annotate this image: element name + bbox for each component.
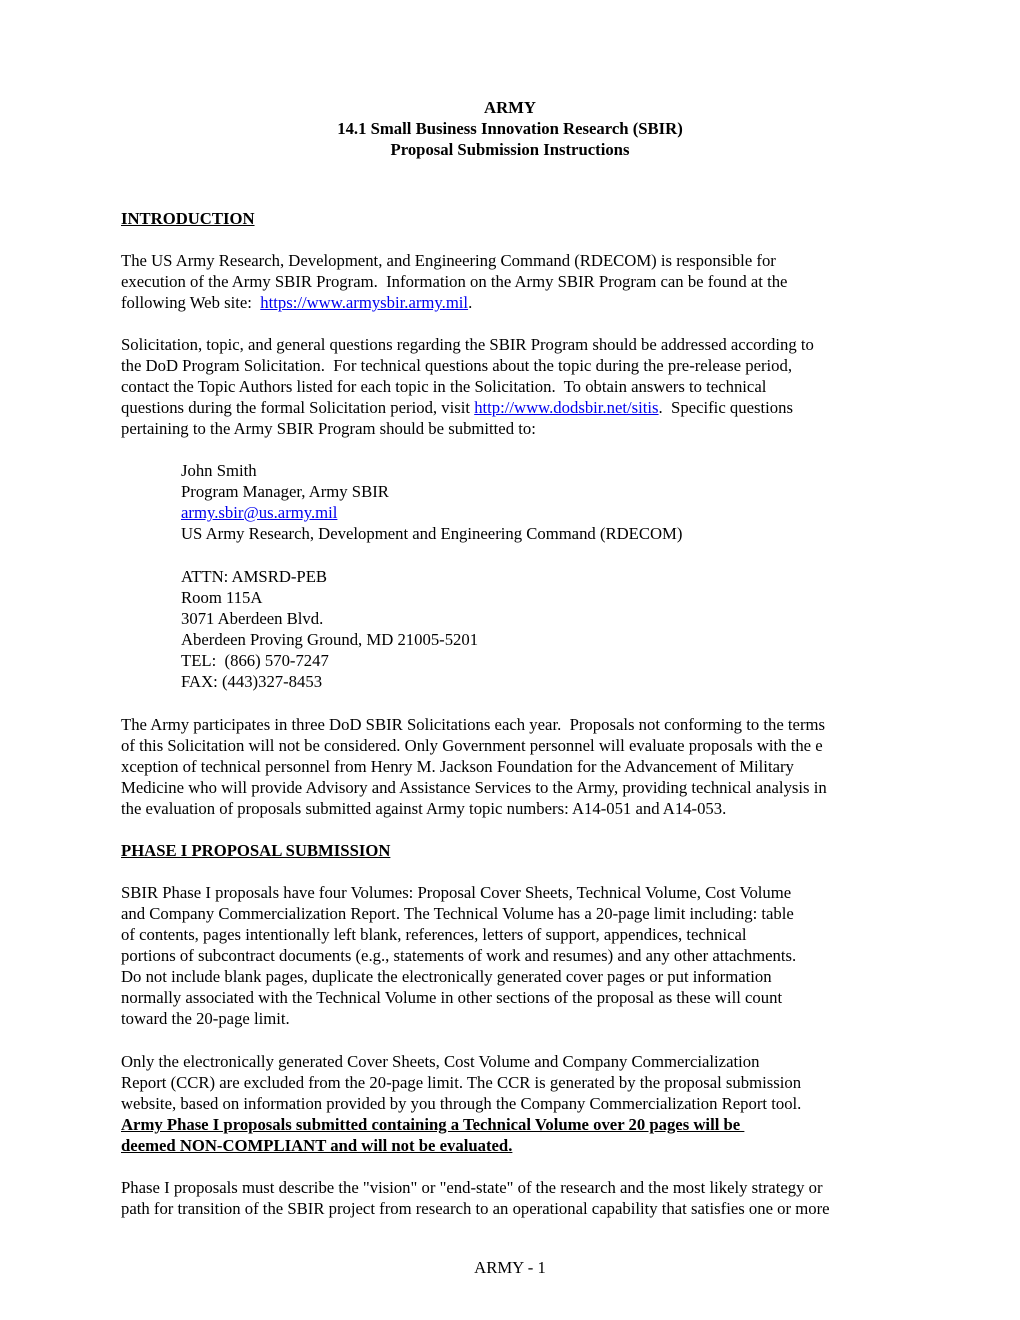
text-line <box>181 523 682 544</box>
emphasized-text: deemed NON-COMPLIANT and will not be evaluated. <box>121 1136 513 1155</box>
text-segment: pertaining to the Army SBIR Program should be submitted to: <box>121 419 536 438</box>
text-line <box>121 924 796 945</box>
title-line: ARMY <box>484 98 536 117</box>
text-line <box>181 502 682 523</box>
text-line <box>121 250 787 271</box>
text-segment: Aberdeen Proving Ground, MD 21005-5201 <box>181 630 479 649</box>
text-line <box>181 481 682 502</box>
paragraph-participation <box>121 714 827 819</box>
text-segment: FAX: (443)327-8453 <box>181 672 323 691</box>
text-segment: . <box>468 293 473 312</box>
hyperlink[interactable]: https://www.armysbir.army.mil <box>260 293 469 312</box>
text-segment: Room 115A <box>181 588 263 607</box>
text-segment: the DoD Program Solicitation. For technical questions about the topic during the pre-release period, <box>121 356 793 375</box>
text-line <box>181 650 478 671</box>
text-segment: toward the 20-page limit. <box>121 1009 290 1028</box>
text-segment: website, based on information provided by you through the Company Commercialization Report tool. <box>121 1094 802 1113</box>
paragraph-intro <box>121 250 787 313</box>
text-segment: following Web site: <box>121 293 261 312</box>
text-segment: of contents, pages intentionally left blank, references, letters of support, appendices, technical <box>121 925 747 944</box>
text-segment: execution of the Army SBIR Program. Information on the Army SBIR Program can be found at the <box>121 272 788 291</box>
text-line <box>181 566 478 587</box>
text-line <box>121 334 814 355</box>
text-segment: and Company Commercialization Report. The Technical Volume has a 20-page limit including: table <box>121 904 794 923</box>
text-segment: xception of technical personnel from Henry M. Jackson Foundation for the Advancement of Military <box>121 757 794 776</box>
text-line <box>121 1177 830 1198</box>
text-line <box>121 903 796 924</box>
text-line <box>121 756 827 777</box>
text-line <box>121 1072 801 1093</box>
text-line <box>121 1051 801 1072</box>
text-line <box>181 629 478 650</box>
text-line <box>181 608 478 629</box>
text-segment: Do not include blank pages, duplicate the electronically generated cover pages or put information <box>121 967 772 986</box>
text-segment: SBIR Phase I proposals have four Volumes: Proposal Cover Sheets, Technical Volume, Cost Volume <box>121 883 792 902</box>
text-line <box>121 945 796 966</box>
text-line <box>121 714 827 735</box>
text-line <box>121 966 796 987</box>
contact-block <box>181 460 682 544</box>
paragraph-questions <box>121 334 814 439</box>
mailing-address-block <box>181 566 478 692</box>
text-segment: ATTN: AMSRD-PEB <box>181 567 328 586</box>
text-line <box>121 1114 801 1135</box>
text-line <box>121 1135 801 1156</box>
text-segment: Program Manager, Army SBIR <box>181 482 389 501</box>
text-line <box>121 1008 796 1029</box>
text-segment: Only the electronically generated Cover Sheets, Cost Volume and Company Commercialization <box>121 1052 760 1071</box>
title-line: Proposal Submission Instructions <box>390 140 630 159</box>
page-footer: ARMY - 1 <box>474 1258 546 1277</box>
text-segment: the evaluation of proposals submitted against Army topic numbers: A14-051 and A14-053. <box>121 799 727 818</box>
text-segment: Report (CCR) are excluded from the 20-page limit. The CCR is generated by the proposal submission <box>121 1073 802 1092</box>
text-segment: of this Solicitation will not be considered. Only Government personnel will evaluate proposals with the e <box>121 736 823 755</box>
text-segment: portions of subcontract documents (e.g., statements of work and resumes) and any other attachments. <box>121 946 797 965</box>
text-segment: . Specific questions <box>658 398 793 417</box>
text-line <box>121 418 814 439</box>
text-line <box>121 987 796 1008</box>
text-line <box>121 798 827 819</box>
text-line <box>121 355 814 376</box>
hyperlink[interactable]: http://www.dodsbir.net/sitis <box>474 398 659 417</box>
text-line <box>121 397 814 418</box>
text-segment: normally associated with the Technical Volume in other sections of the proposal as these will count <box>121 988 783 1007</box>
text-line <box>121 376 814 397</box>
text-segment: contact the Topic Authors listed for each topic in the Solicitation. To obtain answers to technical <box>121 377 767 396</box>
text-segment: Medicine who will provide Advisory and Assistance Services to the Army, providing technical analysis in <box>121 778 827 797</box>
text-segment: The US Army Research, Development, and Engineering Command (RDECOM) is responsible for <box>121 251 776 270</box>
text-line <box>181 460 682 481</box>
text-line <box>121 271 787 292</box>
text-line <box>121 1198 830 1219</box>
text-segment: 3071 Aberdeen Blvd. <box>181 609 324 628</box>
phase-i-heading: PHASE I PROPOSAL SUBMISSION <box>121 841 391 860</box>
text-line <box>181 587 478 608</box>
text-line <box>121 292 787 313</box>
text-line <box>181 671 478 692</box>
text-segment: The Army participates in three DoD SBIR Solicitations each year. Proposals not conforming to the terms <box>121 715 825 734</box>
text-segment: questions during the formal Solicitation period, visit <box>121 398 475 417</box>
text-segment: path for transition of the SBIR project from research to an operational capability that satisfies one or more <box>121 1199 830 1218</box>
text-segment: TEL: (866) 570-7247 <box>181 651 329 670</box>
introduction-heading: INTRODUCTION <box>121 209 255 228</box>
text-segment: Phase I proposals must describe the "vision" or "end-state" of the research and the most likely strategy or <box>121 1178 823 1197</box>
emphasized-text: Army Phase I proposals submitted containing a Technical Volume over 20 pages will be <box>121 1115 745 1134</box>
text-line <box>121 735 827 756</box>
paragraph-exclusions <box>121 1051 801 1156</box>
document-title <box>0 97 1020 160</box>
text-segment: Solicitation, topic, and general questions regarding the SBIR Program should be addressed according to <box>121 335 814 354</box>
text-line <box>121 1093 801 1114</box>
text-line <box>121 882 796 903</box>
text-segment: US Army Research, Development and Engineering Command (RDECOM) <box>181 524 683 543</box>
title-line: 14.1 Small Business Innovation Research (SBIR) <box>337 119 683 138</box>
text-segment: John Smith <box>181 461 257 480</box>
hyperlink[interactable]: army.sbir@us.army.mil <box>181 503 338 522</box>
paragraph-vision <box>121 1177 830 1219</box>
paragraph-volumes <box>121 882 796 1029</box>
text-line <box>121 777 827 798</box>
